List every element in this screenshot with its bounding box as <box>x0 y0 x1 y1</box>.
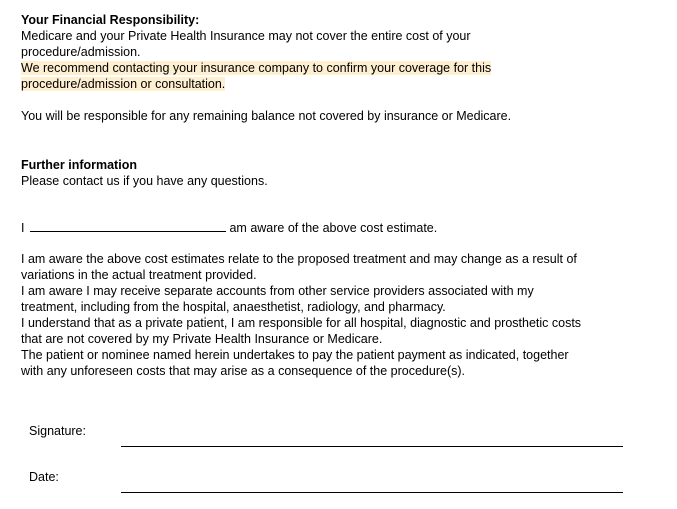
name-blank-field[interactable] <box>30 219 226 232</box>
statement-line: with any unforeseen costs that may arise as a consequence of the procedure(s). <box>21 364 465 378</box>
financial-heading: Your Financial Responsibility: <box>21 13 200 27</box>
statement-line: I am aware I may receive separate accounts from other service providers associated with my <box>21 284 534 298</box>
highlighted-recommendation-line-1: We recommend contacting your insurance company to confirm your coverage for this <box>21 61 492 75</box>
statement-line: treatment, including from the hospital, anaesthetist, radiology, and pharmacy. <box>21 300 446 314</box>
date-label: Date: <box>29 470 59 484</box>
financial-responsibility-section <box>21 12 631 92</box>
further-information-heading: Further information <box>21 158 137 172</box>
further-information-text: Please contact us if you have any questions. <box>21 174 268 188</box>
statement-line: I am aware the above cost estimates relate to the proposed treatment and may change as a result of <box>21 252 577 266</box>
balance-text: You will be responsible for any remaining balance not covered by insurance or Medicare. <box>21 109 512 123</box>
acknowledgement-statements <box>21 251 631 379</box>
balance-notice <box>21 108 631 124</box>
further-information-section <box>21 157 631 189</box>
statement-line: variations in the actual treatment provided. <box>21 268 257 282</box>
statement-line: The patient or nominee named herein undertakes to pay the patient payment as indicated, together <box>21 348 569 362</box>
awareness-statement <box>21 219 631 236</box>
signature-line[interactable] <box>121 446 623 447</box>
statement-line: that are not covered by my Private Health Insurance or Medicare. <box>21 332 383 346</box>
awareness-suffix: am aware of the above cost estimate. <box>229 221 438 235</box>
highlighted-recommendation-line-2: procedure/admission or consultation. <box>21 77 226 91</box>
date-line[interactable] <box>121 492 623 493</box>
awareness-prefix: I <box>21 221 25 235</box>
financial-text-line-1: Medicare and your Private Health Insurance may not cover the entire cost of your <box>21 29 471 43</box>
financial-text-line-2: procedure/admission. <box>21 45 141 59</box>
signature-label: Signature: <box>29 424 86 438</box>
statement-line: I understand that as a private patient, I am responsible for all hospital, diagnostic and prosthetic costs <box>21 316 582 330</box>
